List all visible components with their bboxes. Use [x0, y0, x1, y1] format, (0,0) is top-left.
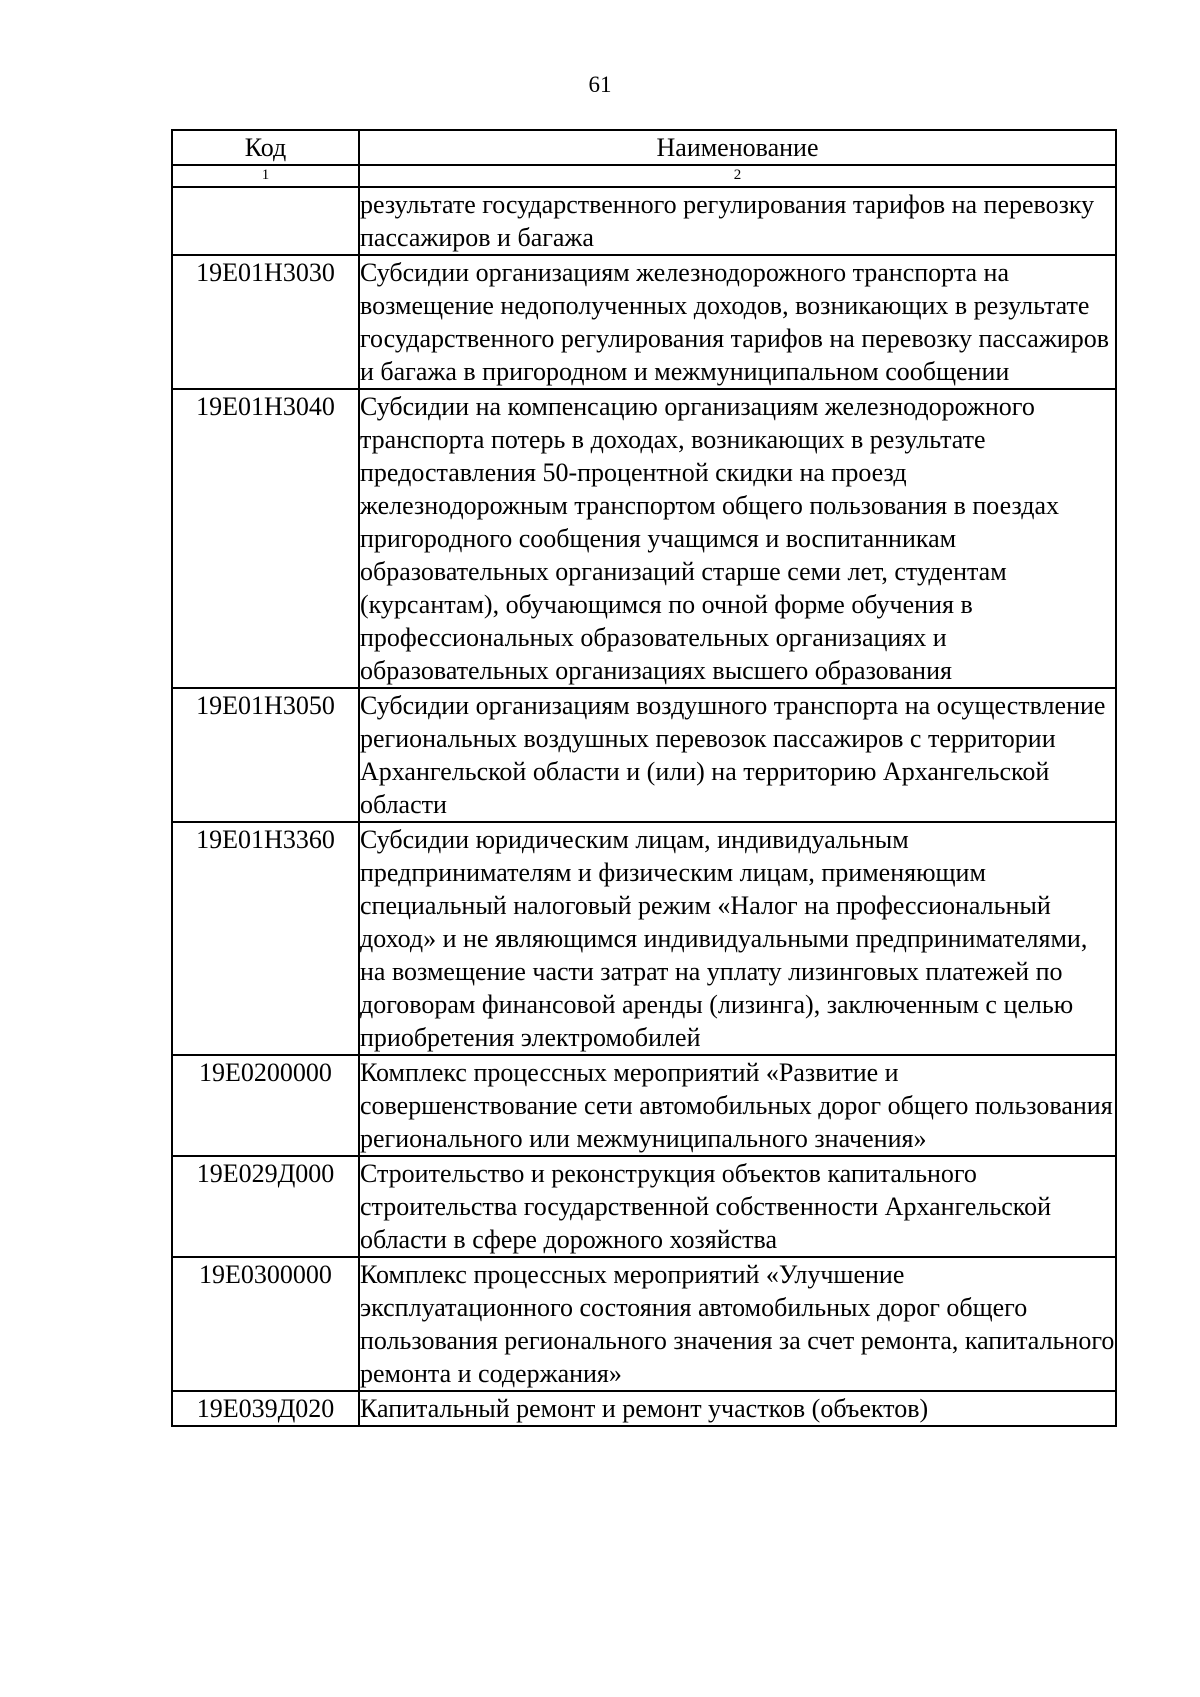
header-name: Наименование: [359, 130, 1116, 165]
column-number-row: [172, 165, 1116, 187]
row-name: Капитальный ремонт и ремонт участков (объектов): [359, 1391, 1116, 1426]
row-name: Комплекс процессных мероприятий «Развитие и совершенствование сети автомобильных дорог общего пользования регионального или межмуниципального значения»: [359, 1055, 1116, 1156]
table-row: [172, 688, 1116, 822]
table-row: [172, 1257, 1116, 1391]
table-row: [172, 822, 1116, 1055]
row-name: Субсидии на компенсацию организациям железнодорожного транспорта потерь в доходах, возникающих в результате предоставления 50-процентной скидки на проезд железнодорожным транспортом общего пользования в поездах пригородного сообщения учащимся и воспитанникам образовательных организаций старше семи лет, студентам (курсантам), обучающимся по очной форме обучения в профессиональных образовательных организациях и образовательных организациях высшего образования: [359, 389, 1116, 688]
header-code: Код: [172, 130, 359, 165]
row-name: Субсидии организациям железнодорожного транспорта на возмещение недополученных доходов, возникающих в результате государственного регулирования тарифов на перевозку пассажиров и багажа в пригородном и межмуниципальном сообщении: [359, 255, 1116, 389]
page-number: 61: [588, 72, 612, 97]
table-row: [172, 1055, 1116, 1156]
row-code: 19Е01Н3030: [172, 255, 359, 389]
table-row: [172, 255, 1116, 389]
column-number-2: 2: [359, 165, 1116, 187]
row-code: 19Е0300000: [172, 1257, 359, 1391]
code-table: [171, 129, 1117, 1427]
row-code: 19Е039Д020: [172, 1391, 359, 1426]
row-code: 19Е029Д000: [172, 1156, 359, 1257]
row-code: 19Е01Н3050: [172, 688, 359, 822]
row-name: Субсидии организациям воздушного транспорта на осуществление региональных воздушных перевозок пассажиров с территории Архангельской области и (или) на территорию Архангельской области: [359, 688, 1116, 822]
row-name: Комплекс процессных мероприятий «Улучшение эксплуатационного состояния автомобильных дорог общего пользования регионального значения за счет ремонта, капитального ремонта и содержания»: [359, 1257, 1116, 1391]
row-name: Субсидии юридическим лицам, индивидуальным предпринимателям и физическим лицам, применяющим специальный налоговый режим «Налог на профессиональный доход» и не являющимся индивидуальными предпринимателями, на возмещение части затрат на уплату лизинговых платежей по договорам финансовой аренды (лизинга), заключенным с целью приобретения электромобилей: [359, 822, 1116, 1055]
row-code: 19Е01Н3040: [172, 389, 359, 688]
table-row: [172, 389, 1116, 688]
column-number-1: 1: [172, 165, 359, 187]
row-code: [172, 187, 359, 255]
row-code: 19Е01Н3360: [172, 822, 359, 1055]
table-row: [172, 1391, 1116, 1426]
row-name: Строительство и реконструкция объектов капитального строительства государственной собственности Архангельской области в сфере дорожного хозяйства: [359, 1156, 1116, 1257]
row-code: 19Е0200000: [172, 1055, 359, 1156]
table-row: [172, 1156, 1116, 1257]
table-row: [172, 187, 1116, 255]
header-row: [172, 130, 1116, 165]
row-name: результате государственного регулирования тарифов на перевозку пассажиров и багажа: [359, 187, 1116, 255]
